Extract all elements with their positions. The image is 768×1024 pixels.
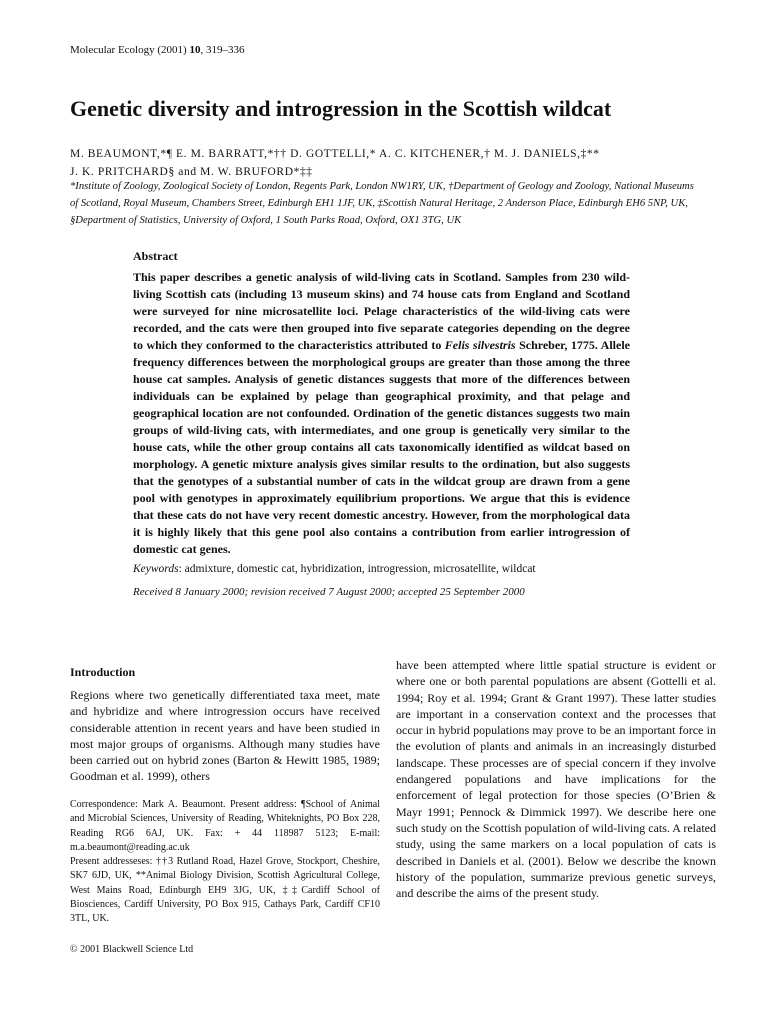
keywords-text: : admixture, domestic cat, hybridization, introgression, microsatellite, wildcat: [178, 563, 536, 575]
author-line-2: J. K. PRITCHARD§ and M. W. BRUFORD*‡‡: [70, 166, 313, 178]
correspondence-address: Correspondence: Mark A. Beaumont. Present address: ¶School of Animal and Microbial Sciences, University of Reading, Whiteknights, PO Box 228, Reading RG6 6AJ, UK. Fax: + 44 118987 5123; E-mail: m.a.beaumont@reading.ac.uk: [70, 799, 380, 853]
copyright-notice: © 2001 Blackwell Science Ltd: [70, 944, 194, 955]
journal-pages: , 319–336: [200, 44, 245, 56]
introduction-right-column: have been attempted where little spatial structure is evident or where one or both parental populations are absent (Gottelli et al. 1994; Roy et al. 1994; Grant & Grant 1997). These latter studies are important in a conservation context and the processes that occur in hybrid populations may prove to be an important force in the evolution of plants and animals in an increasingly disturbed landscape. These processes are of special concern if they involve endangered populations and have implications for the enforcement of legal protection for those species (O’Brien & Mayr 1991; Pennock & Dimmick 1997). We describe here one such study on the Scottish population of wild-living cats. A related study, using the same markers on a local population of cats is described in Daniels et al. (2001). Below we describe the known history of the population, summarize previous genetic surveys, and describe the aims of the present study.: [396, 658, 716, 901]
keywords-label: Keywords: [133, 563, 179, 575]
abstract-text-part-2: Schreber, 1775. Allele frequency differences between the morphological groups are greater than those among the three house cat samples. Analysis of genetic distances suggests that more of the differences between individuals can be explained by pelage than geographical proximity, and that pelage and geographical location are not confounded. Ordination of the genetic distances suggests two main groups of wild-living cats, with intermediates, and one group is genetically very similar to the house cats, while the other group contains all cats taxonomically identified as wildcat based on morphology. A genetic mixture analysis gives similar results to the ordination, but also suggests that the genotypes of a substantial number of cats in the wildcat group are drawn from a gene pool with genotypes in approximately equilibrium proportions. We argue that this is evidence that these cats do not have very recent domestic ancestry. However, from the morphological data it is highly likely that this gene pool also contains a contribution from earlier introgression of domestic cat genes.: [133, 338, 630, 556]
abstract-species-name: Felis silvestris: [444, 338, 516, 352]
abstract-text-part-1: This paper describes a genetic analysis of wild-living cats in Scotland. Samples from 230 wild-living Scottish cats (including 13 museum skins) and 74 house cats from England and Scotland were surveyed for nine microsatellite loci. Pelage characteristics of the wild-living cats were recorded, and the cats were then grouped into five separate categories depending on the degree to which they conformed to the characteristics attributed to: [133, 270, 630, 352]
present-addresses: Present addresseses: ††3 Rutland Road, Hazel Grove, Stockport, Cheshire, SK7 6JD, UK, **Animal Biology Division, Scottish Agricultural College, West Mains Road, Edinburgh EH9 3JG, UK, ‡‡Cardiff School of Biosciences, Cardiff University, PO Box 915, Cathays Park, Cardiff CF10 3TL, UK.: [70, 856, 380, 925]
journal-volume: 10: [189, 44, 201, 56]
paper-title: Genetic diversity and introgression in the Scottish wildcat: [70, 96, 612, 121]
received-dates: Received 8 January 2000; revision received 7 August 2000; accepted 25 September 2000: [133, 586, 525, 598]
keywords: [133, 563, 633, 575]
author-list: [70, 145, 710, 181]
introduction-heading: Introduction: [70, 665, 136, 679]
affiliations: *Institute of Zoology, Zoological Society of London, Regents Park, London NW1RY, UK, †Department of Geology and Zoology, National Museums of Scotland, Royal Museum, Chambers Street, Edinburgh EH1 1JF, UK, ‡Scottish Natural Heritage, 2 Anderson Place, Edinburgh EH6 5NP, UK, §Department of Statistics, University of Oxford, 1 South Parks Road, Oxford, OX1 3TG, UK: [70, 181, 694, 226]
abstract-heading: Abstract: [133, 249, 178, 263]
journal-citation: [70, 44, 244, 56]
journal-name: Molecular Ecology (2001): [70, 44, 190, 56]
correspondence-footnote: [70, 798, 380, 927]
author-line-1: M. BEAUMONT,*¶ E. M. BARRATT,*†† D. GOTTELLI,* A. C. KITCHENER,† M. J. DANIELS,‡**: [70, 148, 600, 160]
introduction-left-column: Regions where two genetically differentiated taxa meet, mate and hybridize and where introgression occurs have received considerable attention in recent years and have been studied in most major groups of organisms. Although many studies have been carried out on hybrid zones (Barton & Hewitt 1985, 1989; Goodman et al. 1999), others: [70, 688, 380, 784]
abstract-body: [133, 269, 630, 558]
